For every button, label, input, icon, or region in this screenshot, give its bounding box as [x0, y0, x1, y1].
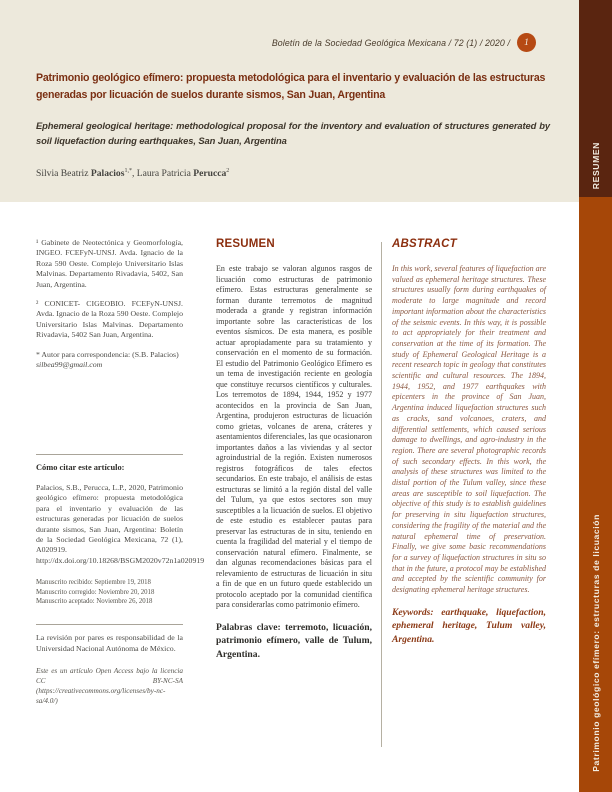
- authors-line: [36, 168, 516, 179]
- abstract-heading: ABSTRACT: [392, 238, 457, 250]
- palabras-clave: Palabras clave: terremoto, licuación, patrimonio efímero, valle de Tulum, Argentina.: [216, 621, 372, 660]
- journal-header: [36, 33, 536, 52]
- author1-family: Palacios: [90, 168, 125, 180]
- abstract-body: In this work, several features of liquefaction are valued as ephemeral heritage structures. These structures usually form during earthquakes of moderate to large magnitude and record important information about the characteristics of the seismic events. In this way, it is possible to act appropriately for their treatment and conservation at the time of its formation. The study of Ephemeral Geological Heritage is a recent research topic in geology that constitutes scientific and cultural resources. The 1894, 1944, 1952, and 1977 earthquakes with epicenters in the province of San Juan, Argentina induced liquefaction structures such as cracks, sand volcanoes, craters, and differential settlements, which caused serious damage to dwellings, and agro-industry in the region. There are several photographic records of such secondary effects. In this work, the analysis of these structures was limited to the distal portion of the Tulum valley, since these areas are susceptible to soil liquefaction. The objective of this study is to establish guidelines for preserving in situ liquefaction structures, considering the fragility of the material and the natural ephemeral time of preservation. Finally, we give some basic recommendations for a survey of liquefaction structures in situ so that in the future, a protocol may be established and accepted by the scientific community for designating ephemeral heritage structures.: [392, 264, 546, 595]
- keywords: Keywords: earthquake, liquefaction, ephemeral heritage, Tulum valley, Argentina.: [392, 606, 546, 645]
- issue-number: 1: [524, 37, 529, 48]
- correspondence-email: [36, 360, 183, 370]
- manuscript-accepted: Manuscrito aceptado: Noviembre 26, 2018: [36, 597, 153, 605]
- peer-review-note: La revisión por pares es responsabilidad de la Universidad Nacional Autónoma de México.: [36, 633, 183, 653]
- resumen-body: En este trabajo se valoran algunos rasgos de licuación como estructuras de patrimonio efímero. Estas estructuras generalmente se forman durante terremotos de magnitud moderada a grande y registran información importante sobre las características de los eventos sísmicos. De esta manera, es posible actuar apropiadamente para su tratamiento y conservación en el momento de su formación. El estudio del Patrimonio Geológico Efímero es un tema de investigación reciente en geología que constituye recursos científicos y culturales. Los terremotos de 1894, 1944, 1952 y 1977 acontecidos en la provincia de San Juan, Argentina, produjeron estructuras de licuación como grietas, volcanes de arena, cráteres y asentamientos diferenciales, las que ocasionaron importantes daños a las viviendas y al sector agroindustrial de la región. Existen numerosos registros fotográficos de tales efectos secundarios. En este trabajo, el análisis de estas estructuras se limitó a la región distal del valle del Tulum, ya que estos sectores son muy susceptibles a la licuación de suelos. El objetivo de este estudio es establecer pautas para preservar las estructuras de in situ, teniendo en cuenta la fragilidad del material y el tiempo de conservación natural efímero. Finalmente, se dan algunas recomendaciones básicas para el relevamiento de estructuras de licuación in situ a fin de que en un futuro quede establecido un protocolo aceptado por la comunidad científica para considerarlas como patrimonio efímero.: [216, 264, 372, 609]
- manuscript-dates: [36, 578, 183, 606]
- author2-affiliation-mark: 2: [226, 168, 230, 174]
- issue-number-badge: [517, 33, 536, 52]
- divider: [36, 454, 183, 455]
- manuscript-received: Manuscrito recibido: Septiembre 19, 2018: [36, 579, 151, 587]
- metadata-column: [36, 238, 205, 706]
- how-to-cite-heading: Cómo citar este artículo:: [36, 463, 125, 473]
- sidebar-running-title-band: [579, 197, 612, 792]
- authors-separator: ,: [131, 168, 137, 180]
- sidebar-resumen-band: [579, 0, 612, 197]
- article-title-spanish: Patrimonio geológico efímero: propuesta metodológica para el inventario y evaluación de las estructuras generadas por licuación de suelos durante sismos, San Juan, Argentina: [36, 72, 546, 101]
- abstract-column: [392, 238, 546, 656]
- header-band: [0, 0, 612, 202]
- sidebar-running-title-label: Patrimonio geológico efímero: estructuras de licuación: [590, 514, 601, 772]
- author1-given: Silvia Beatriz: [36, 168, 91, 180]
- citation-text: Palacios, S.B., Perucca, L.P., 2020, Patrimonio geológico efímero: propuesta metodológica para el inventario y evaluación de las estructuras generadas por licuación de suelos durante sismos, San Juan, Argentina: Boletín de la Sociedad Geológica Mexicana, 72 (1), A020919. http://dx.doi.org/10.18268/BSGM2020v72n1a020919: [36, 482, 205, 565]
- author2-given: Laura Patricia: [136, 168, 194, 180]
- author2-family: Perucca: [193, 168, 227, 180]
- correspondence-email-link[interactable]: silbea99@gmail.com: [36, 360, 103, 370]
- sidebar-resumen-label: RESUMEN: [590, 141, 601, 189]
- affiliation-2: ² CONICET- CIGEOBIO. FCEFyN-UNSJ. Avda. Ignacio de la Roza 590 Oeste. Complejo Universitario Islas Malvinas. Departamento Rivadavia, 5402 San Juan, Argentina.: [36, 299, 183, 340]
- affiliation-1: ¹ Gabinete de Neotectónica y Geomorfología, INGEO. FCEFyN-UNSJ. Avda. Ignacio de la Roza 590 Oeste. Complejo Universitario Islas Malvinas. Departamento Rivadavia, 5402, San Juan, Argentina.: [36, 238, 183, 289]
- correspondence-note: * Autor para correspondencia: (S.B. Palacios): [36, 349, 179, 359]
- article-title-english: Ephemeral geological heritage: methodological proposal for the inventory and evaluation of structures generated by soil liquefaction during earthquakes, San Juan, Argentina: [36, 120, 550, 146]
- divider: [36, 624, 183, 625]
- author1-affiliation-mark: 1,*: [124, 168, 132, 174]
- license-note: Este es un artículo Open Access bajo la licencia CC BY-NC-SA (https://creativecommons.org/licenses/by-nc-sa/4.0/): [36, 667, 183, 706]
- journal-citation-line: Boletín de la Sociedad Geológica Mexicana / 72 (1) / 2020 /: [271, 37, 510, 48]
- resumen-column: [216, 238, 372, 671]
- manuscript-corrected: Manuscrito corregido: Noviembre 20, 2018: [36, 588, 155, 596]
- resumen-heading: RESUMEN: [216, 238, 275, 250]
- column-divider: [381, 242, 382, 747]
